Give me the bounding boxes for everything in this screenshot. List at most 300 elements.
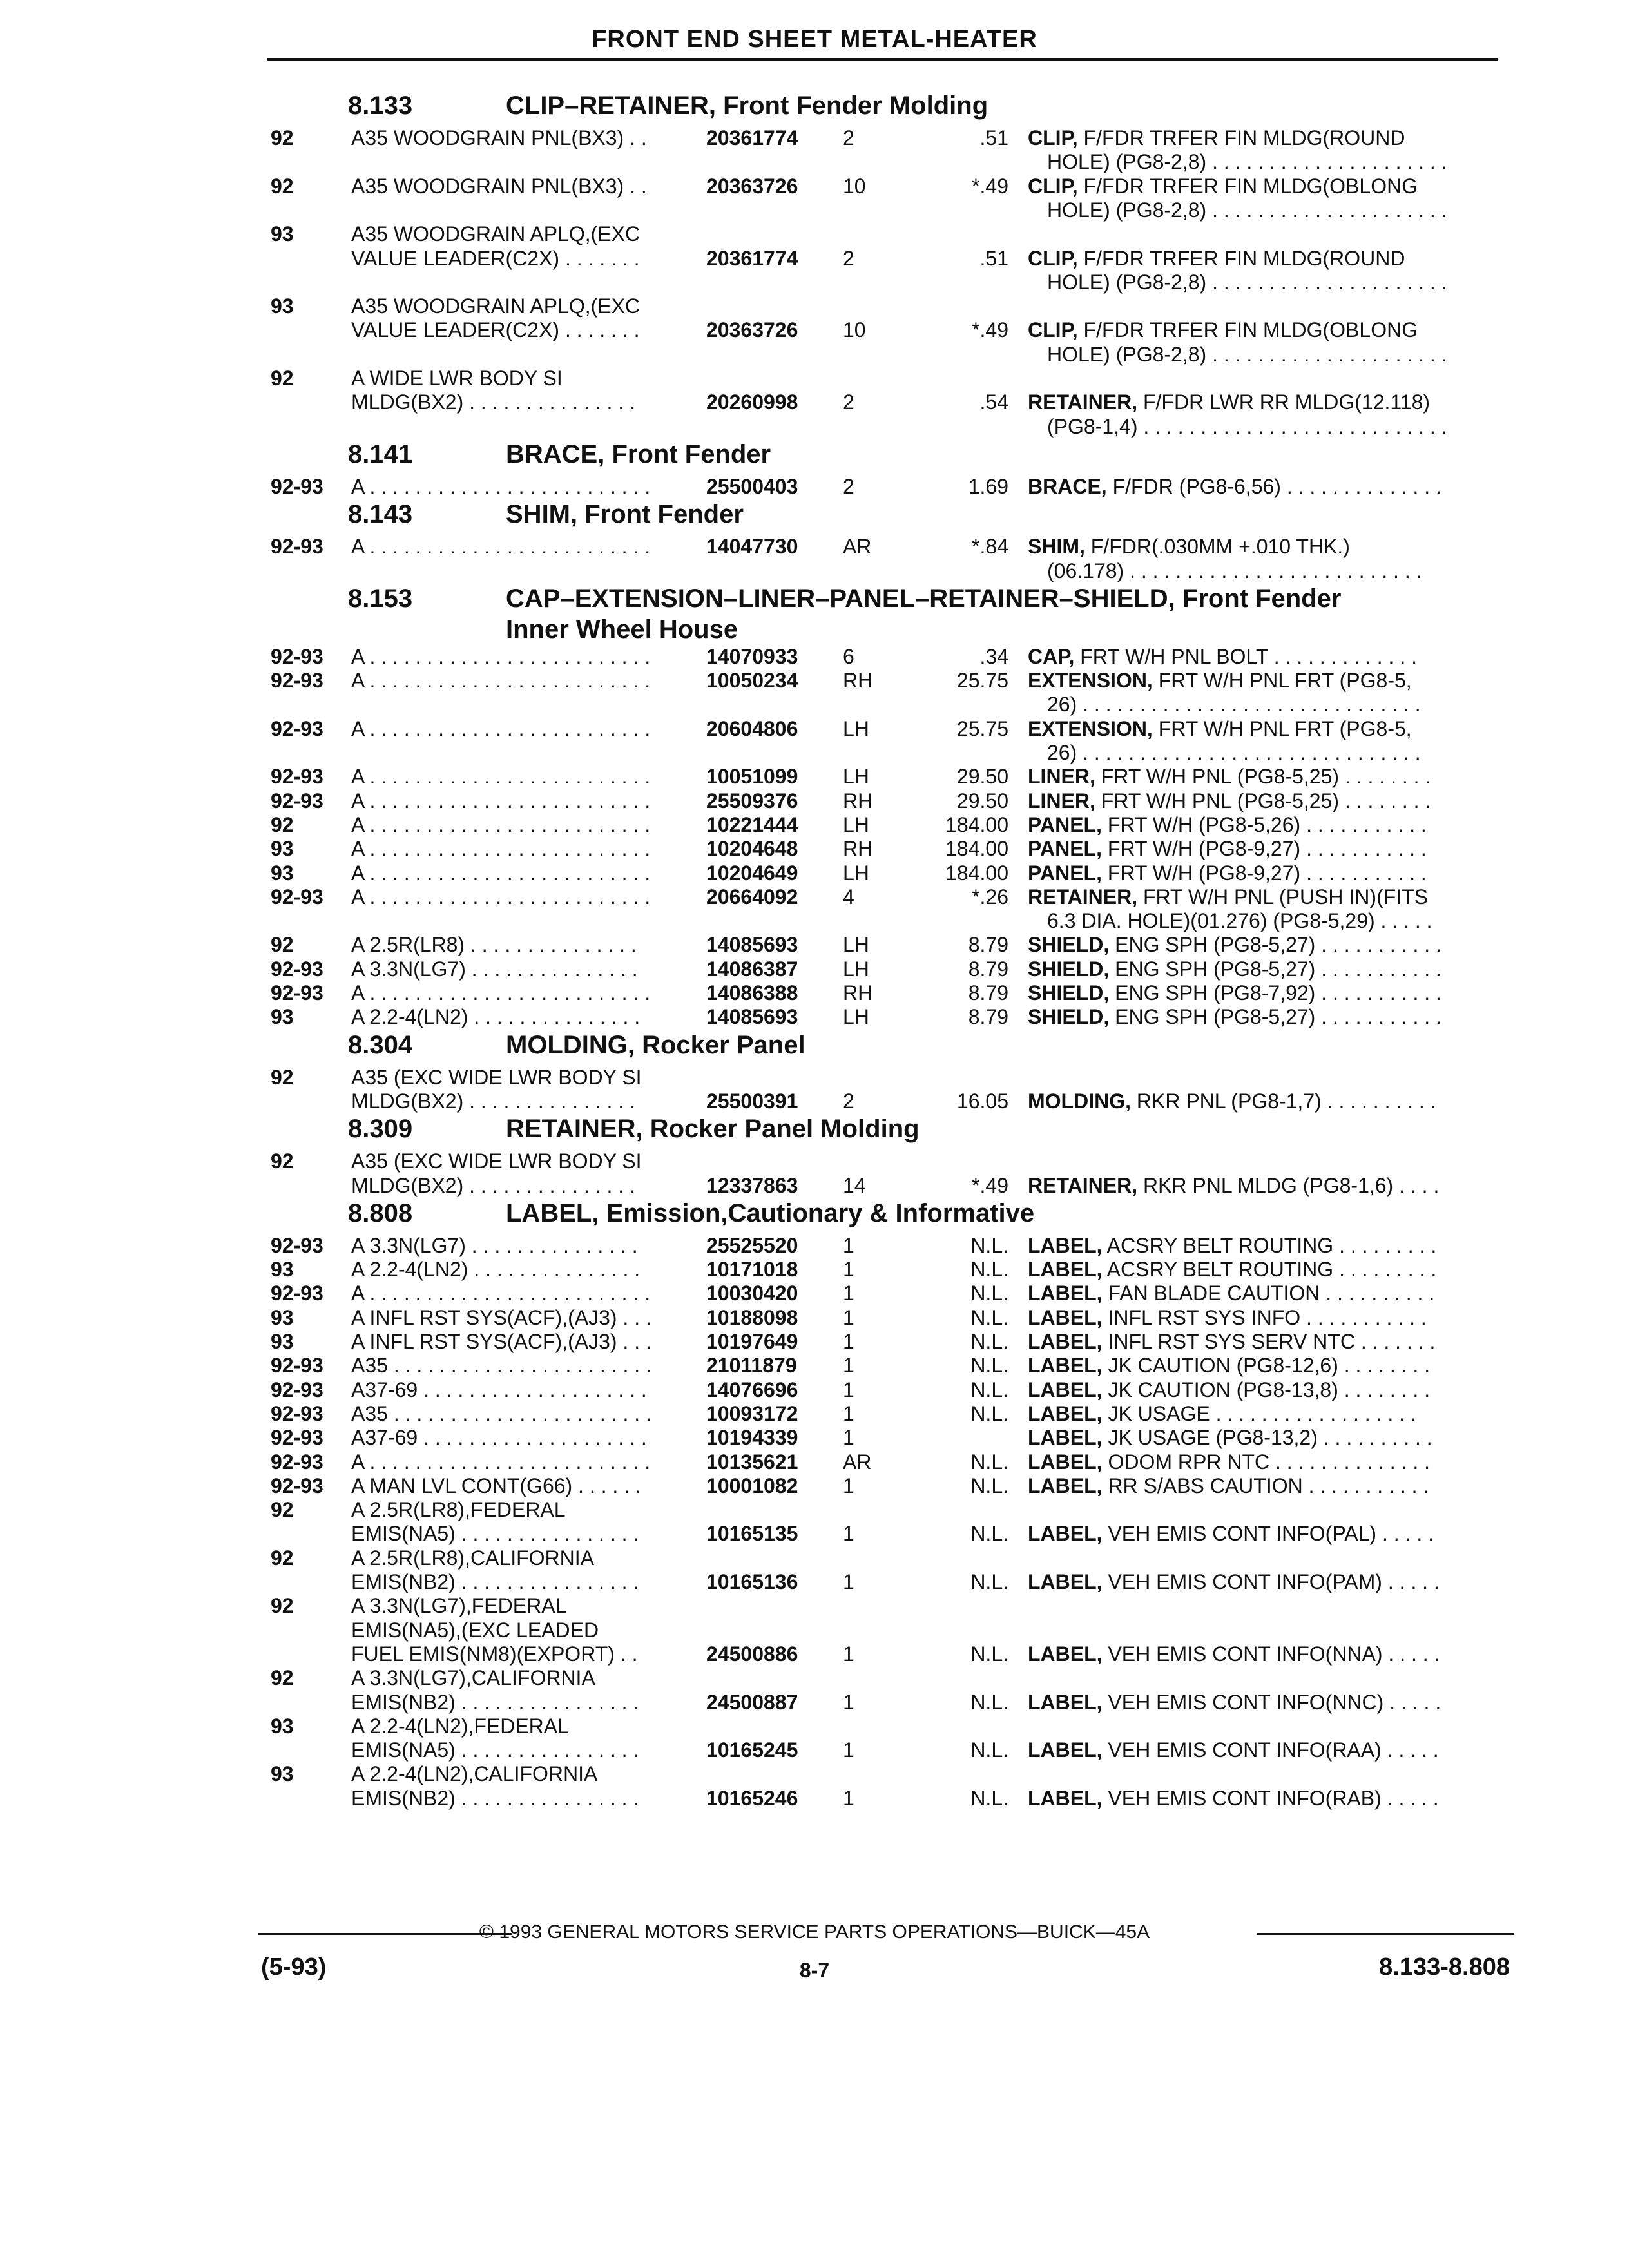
part-description — [1028, 933, 1441, 957]
part-detail: ENG SPH (PG8-5,27) . . . . . . . . . . . — [1109, 957, 1441, 981]
quantity: LH — [843, 716, 869, 740]
part-name: LINER, — [1028, 789, 1095, 812]
price: N.L. — [970, 1258, 1008, 1282]
part-description — [1028, 247, 1405, 271]
usage-description: A . . . . . . . . . . . . . . . . . . . . . . . . . — [351, 981, 651, 1004]
part-number: 14047730 — [706, 535, 798, 559]
usage-description: A 2.5R(LR8),CALIFORNIA — [351, 1546, 594, 1570]
part-name: CAP, — [1028, 644, 1075, 668]
model-year: 93 — [271, 222, 294, 246]
part-description — [1028, 669, 1412, 693]
usage-description: A . . . . . . . . . . . . . . . . . . . . . . . . . — [351, 861, 651, 885]
price: *.49 — [972, 1173, 1008, 1197]
part-name: LABEL, — [1028, 1522, 1103, 1546]
usage-description: A35 (EXC WIDE LWR BODY SI — [351, 1149, 642, 1173]
part-number: 14070933 — [706, 644, 798, 668]
price: *.49 — [972, 174, 1008, 198]
model-year: 92 — [271, 1594, 294, 1618]
part-number: 24500886 — [706, 1642, 798, 1666]
part-name: CLIP, — [1028, 318, 1078, 342]
part-description — [1047, 415, 1447, 439]
part-name: LABEL, — [1028, 1282, 1103, 1305]
part-number: 20363726 — [706, 318, 798, 342]
part-name: LABEL, — [1028, 1690, 1103, 1714]
usage-description: EMIS(NA5) . . . . . . . . . . . . . . . . — [351, 1522, 639, 1546]
price: N.L. — [970, 1378, 1008, 1401]
section-number: 8.153 — [348, 584, 413, 613]
part-name: RETAINER, — [1028, 1173, 1138, 1197]
usage-description: EMIS(NB2) . . . . . . . . . . . . . . . . — [351, 1786, 639, 1810]
usage-description: A35 . . . . . . . . . . . . . . . . . . . . . . . — [351, 1401, 651, 1425]
part-name: EXTENSION, — [1028, 716, 1153, 740]
part-number: 24500887 — [706, 1690, 798, 1714]
price: .51 — [979, 126, 1008, 149]
part-number: 10171018 — [706, 1258, 798, 1282]
usage-description: A INFL RST SYS(ACF),(AJ3) . . . — [351, 1330, 651, 1353]
page-title: FRONT END SHEET METAL-HEATER — [592, 26, 1037, 53]
part-description — [1028, 1354, 1430, 1378]
part-name: LABEL, — [1028, 1354, 1103, 1378]
price: 8.79 — [968, 933, 1008, 957]
price: N.L. — [970, 1522, 1008, 1546]
part-number: 14086388 — [706, 981, 798, 1004]
quantity: 1 — [843, 1305, 854, 1329]
part-description — [1028, 765, 1431, 789]
usage-description: A35 WOODGRAIN PNL(BX3) . . — [351, 174, 647, 198]
model-year: 93 — [271, 1762, 294, 1786]
part-description — [1028, 318, 1418, 342]
usage-description: A MAN LVL CONT(G66) . . . . . . — [351, 1474, 641, 1497]
price: *.84 — [972, 535, 1008, 559]
quantity: 10 — [843, 318, 866, 342]
part-number: 10204648 — [706, 837, 798, 861]
usage-description: A 2.5R(LR8) . . . . . . . . . . . . . . . — [351, 933, 637, 957]
usage-description: A . . . . . . . . . . . . . . . . . . . . . . . . . — [351, 837, 651, 861]
part-detail: VEH EMIS CONT INFO(NNA) . . . . . — [1102, 1642, 1440, 1666]
quantity: RH — [843, 669, 873, 693]
part-number: 10030420 — [706, 1282, 798, 1305]
usage-description: A 3.3N(LG7),CALIFORNIA — [351, 1666, 595, 1690]
usage-description: VALUE LEADER(C2X) . . . . . . . — [351, 318, 640, 342]
section-name: CLIP–RETAINER, Front Fender Molding — [506, 91, 988, 120]
part-name: BRACE, — [1028, 474, 1107, 498]
part-description — [1028, 1691, 1441, 1715]
usage-description: A35 (EXC WIDE LWR BODY SI — [351, 1065, 642, 1089]
usage-description: A35 WOODGRAIN APLQ,(EXC — [351, 294, 641, 318]
model-year: 92-93 — [271, 885, 323, 908]
part-number: 14085693 — [706, 1005, 798, 1029]
model-year: 92 — [271, 1498, 294, 1522]
quantity: 1 — [843, 1330, 854, 1353]
part-number: 25525520 — [706, 1233, 798, 1257]
part-detail: FRT W/H (PG8-9,27) . . . . . . . . . . . — [1101, 837, 1427, 861]
price: 8.79 — [968, 1005, 1008, 1029]
part-description — [1047, 271, 1447, 294]
part-name: LABEL, — [1028, 1450, 1103, 1474]
part-name: LABEL, — [1028, 1401, 1103, 1425]
part-number: 10001082 — [706, 1474, 798, 1497]
part-detail: ENG SPH (PG8-5,27) . . . . . . . . . . . — [1109, 1005, 1441, 1029]
part-number: 10165136 — [706, 1570, 798, 1593]
model-year: 93 — [271, 294, 294, 318]
quantity: 1 — [843, 1690, 854, 1714]
part-detail: FRT W/H PNL FRT (PG8-5, — [1152, 669, 1412, 693]
usage-description: A37-69 . . . . . . . . . . . . . . . . . . . . — [351, 1378, 647, 1401]
usage-description: A35 WOODGRAIN APLQ,(EXC — [351, 222, 641, 246]
usage-description: A35 . . . . . . . . . . . . . . . . . . . . . . . — [351, 1354, 651, 1378]
usage-description: A . . . . . . . . . . . . . . . . . . . . . . . . . — [351, 1450, 651, 1474]
section-number: 8.304 — [348, 1030, 413, 1059]
part-detail: (PG8-1,4) . . . . . . . . . . . . . . . . . . . . . . . . . . . — [1047, 414, 1447, 438]
model-year: 92-93 — [271, 1282, 323, 1305]
section-number: 8.143 — [348, 500, 413, 529]
model-year: 92-93 — [271, 1401, 323, 1425]
part-name: MOLDING, — [1028, 1089, 1131, 1113]
usage-description: A INFL RST SYS(ACF),(AJ3) . . . — [351, 1305, 651, 1329]
part-detail: FRT W/H PNL (PG8-5,25) . . . . . . . . — [1095, 765, 1431, 789]
footer-page-number: 8-7 — [799, 1959, 830, 1982]
quantity: 1 — [843, 1401, 854, 1425]
part-number: 10093172 — [706, 1401, 798, 1425]
part-number: 10165135 — [706, 1522, 798, 1546]
part-name: CLIP, — [1028, 126, 1078, 149]
usage-description: A . . . . . . . . . . . . . . . . . . . . . . . . . — [351, 789, 651, 812]
part-detail: RKR PNL (PG8-1,7) . . . . . . . . . . — [1130, 1089, 1436, 1113]
quantity: 2 — [843, 246, 854, 270]
part-number: 20361774 — [706, 126, 798, 149]
part-detail: JK USAGE . . . . . . . . . . . . . . . . . . — [1102, 1401, 1416, 1425]
model-year: 92 — [271, 174, 294, 198]
model-year: 92-93 — [271, 1354, 323, 1378]
part-description — [1028, 837, 1427, 861]
model-year: 93 — [271, 1714, 294, 1738]
part-detail: FRT W/H PNL BOLT . . . . . . . . . . . . . — [1074, 644, 1417, 668]
part-description — [1028, 1282, 1434, 1305]
part-description — [1047, 150, 1447, 174]
section-number: 8.309 — [348, 1115, 413, 1144]
part-detail: INFL RST SYS SERV NTC . . . . . . . — [1102, 1330, 1436, 1353]
usage-description: EMIS(NA5),(EXC LEADED — [351, 1618, 599, 1642]
part-description — [1047, 693, 1421, 716]
price: N.L. — [970, 1305, 1008, 1329]
part-detail: FRT W/H PNL (PUSH IN)(FITS — [1137, 885, 1429, 908]
usage-description: A 2.2-4(LN2),CALIFORNIA — [351, 1762, 598, 1786]
part-number: 20260998 — [706, 390, 798, 414]
price: N.L. — [970, 1786, 1008, 1810]
part-name: CLIP, — [1028, 246, 1078, 270]
model-year: 93 — [271, 1005, 294, 1029]
usage-description: A 3.3N(LG7),FEDERAL — [351, 1594, 567, 1618]
model-year: 92-93 — [271, 535, 323, 559]
part-number: 20664092 — [706, 885, 798, 908]
price: *.49 — [972, 318, 1008, 342]
part-detail: JK CAUTION (PG8-12,6) . . . . . . . . — [1102, 1354, 1431, 1378]
part-detail: VEH EMIS CONT INFO(NNC) . . . . . — [1102, 1690, 1441, 1714]
section-name: RETAINER, Rocker Panel Molding — [506, 1115, 920, 1144]
usage-description: MLDG(BX2) . . . . . . . . . . . . . . . — [351, 1089, 635, 1113]
part-number: 25509376 — [706, 789, 798, 812]
quantity: 1 — [843, 1738, 854, 1762]
footer-date: (5-93) — [261, 1954, 327, 1981]
quantity: 2 — [843, 1089, 854, 1113]
part-description — [1028, 957, 1441, 981]
model-year: 92 — [271, 367, 294, 390]
quantity: LH — [843, 957, 869, 981]
part-detail: 6.3 DIA. HOLE)(01.276) (PG8-5,29) . . . . . — [1047, 909, 1432, 933]
price: N.L. — [970, 1690, 1008, 1714]
section-name: CAP–EXTENSION–LINER–PANEL–RETAINER–SHIELD, Front Fender — [506, 584, 1342, 613]
quantity: RH — [843, 789, 873, 812]
price: N.L. — [970, 1450, 1008, 1474]
part-description — [1028, 1787, 1439, 1811]
part-description — [1028, 1642, 1440, 1666]
part-name: RETAINER, — [1028, 885, 1138, 908]
usage-description: A . . . . . . . . . . . . . . . . . . . . . . . . . — [351, 669, 651, 693]
price: 8.79 — [968, 981, 1008, 1004]
price: 16.05 — [956, 1089, 1008, 1113]
usage-description: EMIS(NA5) . . . . . . . . . . . . . . . . — [351, 1738, 639, 1762]
quantity: 4 — [843, 885, 854, 908]
part-description — [1028, 813, 1427, 837]
part-description — [1028, 1522, 1434, 1546]
quantity: 1 — [843, 1522, 854, 1546]
part-name: PANEL, — [1028, 837, 1102, 861]
usage-description: MLDG(BX2) . . . . . . . . . . . . . . . — [351, 390, 635, 414]
part-number: 10165245 — [706, 1738, 798, 1762]
part-description — [1028, 1474, 1429, 1498]
part-detail: VEH EMIS CONT INFO(RAA) . . . . . — [1102, 1738, 1439, 1762]
part-description — [1047, 909, 1432, 933]
usage-description: A . . . . . . . . . . . . . . . . . . . . . . . . . — [351, 716, 651, 740]
section-number: 8.808 — [348, 1198, 413, 1227]
part-name: LABEL, — [1028, 1233, 1103, 1257]
part-number: 10188098 — [706, 1305, 798, 1329]
part-detail: F/FDR TRFER FIN MLDG(OBLONG — [1077, 318, 1418, 342]
part-detail: ACSRY BELT ROUTING . . . . . . . . . — [1102, 1233, 1437, 1257]
usage-description: A . . . . . . . . . . . . . . . . . . . . . . . . . — [351, 1282, 651, 1305]
part-detail: F/FDR (PG8-6,56) . . . . . . . . . . . . . . — [1106, 474, 1441, 498]
usage-description: A35 WOODGRAIN PNL(BX3) . . — [351, 126, 647, 149]
part-name: LABEL, — [1028, 1474, 1103, 1497]
part-detail: JK CAUTION (PG8-13,8) . . . . . . . . — [1102, 1378, 1431, 1401]
part-description — [1028, 1378, 1430, 1402]
part-detail: F/FDR(.030MM +.010 THK.) — [1084, 535, 1350, 559]
part-description — [1047, 343, 1447, 367]
part-detail: FRT W/H (PG8-9,27) . . . . . . . . . . . — [1101, 861, 1427, 885]
quantity: 1 — [843, 1258, 854, 1282]
part-name: RETAINER, — [1028, 390, 1138, 414]
usage-description: VALUE LEADER(C2X) . . . . . . . — [351, 246, 640, 270]
part-number: 10165246 — [706, 1786, 798, 1810]
quantity: 1 — [843, 1233, 854, 1257]
price: N.L. — [970, 1474, 1008, 1497]
part-detail: ODOM RPR NTC . . . . . . . . . . . . . . — [1102, 1450, 1431, 1474]
usage-description: A WIDE LWR BODY SI — [351, 367, 563, 390]
part-name: LABEL, — [1028, 1258, 1103, 1282]
part-description — [1028, 885, 1428, 909]
part-description — [1028, 390, 1430, 414]
price: .51 — [979, 246, 1008, 270]
price: .34 — [979, 644, 1008, 668]
part-detail: VEH EMIS CONT INFO(PAL) . . . . . — [1102, 1522, 1434, 1546]
quantity: 2 — [843, 126, 854, 149]
model-year: 92 — [271, 1149, 294, 1173]
footer-section-range: 8.133-8.808 — [1379, 1954, 1510, 1981]
price: 184.00 — [945, 812, 1008, 836]
part-name: LABEL, — [1028, 1738, 1103, 1762]
part-detail: (06.178) . . . . . . . . . . . . . . . . . . . . . . . . . . — [1047, 559, 1422, 582]
usage-description: MLDG(BX2) . . . . . . . . . . . . . . . — [351, 1173, 635, 1197]
part-detail: FRT W/H PNL FRT (PG8-5, — [1152, 716, 1412, 740]
price: 25.75 — [956, 716, 1008, 740]
usage-description: A 2.2-4(LN2) . . . . . . . . . . . . . . . — [351, 1258, 641, 1282]
quantity: RH — [843, 981, 873, 1004]
quantity: 14 — [843, 1173, 866, 1197]
part-name: SHIM, — [1028, 535, 1085, 559]
model-year: 92-93 — [271, 1378, 323, 1401]
part-description — [1028, 1005, 1441, 1029]
part-detail: RR S/ABS CAUTION . . . . . . . . . . . — [1102, 1474, 1429, 1497]
part-name: LABEL, — [1028, 1786, 1103, 1810]
part-description — [1028, 1570, 1440, 1594]
part-description — [1047, 741, 1421, 765]
model-year: 92 — [271, 933, 294, 957]
part-detail: FAN BLADE CAUTION . . . . . . . . . . — [1102, 1282, 1435, 1305]
part-description — [1047, 198, 1447, 222]
part-description — [1028, 1402, 1416, 1426]
usage-description: A 3.3N(LG7) . . . . . . . . . . . . . . . — [351, 957, 638, 981]
part-description — [1028, 1426, 1432, 1450]
part-number: 25500403 — [706, 474, 798, 498]
quantity: 1 — [843, 1282, 854, 1305]
usage-description: A 2.2-4(LN2) . . . . . . . . . . . . . . . — [351, 1005, 641, 1029]
model-year: 92 — [271, 126, 294, 149]
model-year: 92-93 — [271, 765, 323, 789]
part-detail: HOLE) (PG8-2,8) . . . . . . . . . . . . . . . . . . . . . — [1047, 198, 1447, 222]
model-year: 92-93 — [271, 474, 323, 498]
usage-description: A 2.2-4(LN2),FEDERAL — [351, 1714, 569, 1738]
part-detail: RKR PNL MLDG (PG8-1,6) . . . . — [1137, 1173, 1440, 1197]
model-year: 93 — [271, 1305, 294, 1329]
part-name: LABEL, — [1028, 1305, 1103, 1329]
part-description — [1028, 1258, 1436, 1282]
quantity: 1 — [843, 1786, 854, 1810]
price: 1.69 — [968, 474, 1008, 498]
price: N.L. — [970, 1233, 1008, 1257]
part-number: 10135621 — [706, 1450, 798, 1474]
quantity: 1 — [843, 1570, 854, 1593]
part-name: EXTENSION, — [1028, 669, 1153, 693]
quantity: AR — [843, 535, 872, 559]
usage-description: A . . . . . . . . . . . . . . . . . . . . . . . . . — [351, 765, 651, 789]
quantity: RH — [843, 837, 873, 861]
price: N.L. — [970, 1330, 1008, 1353]
part-name: LABEL, — [1028, 1642, 1103, 1666]
section-number: 8.141 — [348, 439, 413, 468]
usage-description: A . . . . . . . . . . . . . . . . . . . . . . . . . — [351, 474, 651, 498]
part-number: 14086387 — [706, 957, 798, 981]
model-year: 92-93 — [271, 1426, 323, 1450]
part-number: 20363726 — [706, 174, 798, 198]
part-description — [1028, 126, 1405, 150]
price: 25.75 — [956, 669, 1008, 693]
price: *.26 — [972, 885, 1008, 908]
part-number: 21011879 — [706, 1354, 797, 1378]
model-year: 93 — [271, 1258, 294, 1282]
quantity: 1 — [843, 1378, 854, 1401]
part-description — [1028, 175, 1418, 198]
part-number: 14076696 — [706, 1378, 798, 1401]
part-description — [1028, 789, 1431, 813]
section-name: LABEL, Emission,Cautionary & Informative — [506, 1198, 1035, 1227]
section-name: Inner Wheel House — [506, 615, 738, 644]
quantity: LH — [843, 765, 869, 789]
part-description — [1028, 981, 1441, 1005]
usage-description: A37-69 . . . . . . . . . . . . . . . . . . . . — [351, 1426, 647, 1450]
price: N.L. — [970, 1282, 1008, 1305]
price: 29.50 — [956, 789, 1008, 812]
part-name: LINER, — [1028, 765, 1095, 789]
model-year: 92 — [271, 1546, 294, 1570]
quantity: 2 — [843, 390, 854, 414]
part-number: 14085693 — [706, 933, 798, 957]
part-name: PANEL, — [1028, 812, 1102, 836]
part-detail: INFL RST SYS INFO . . . . . . . . . . . — [1102, 1305, 1427, 1329]
model-year: 92-93 — [271, 1474, 323, 1497]
part-number: 25500391 — [706, 1089, 798, 1113]
part-number: 10051099 — [706, 765, 798, 789]
part-name: SHIELD, — [1028, 933, 1110, 957]
part-description — [1028, 1330, 1435, 1354]
quantity: 1 — [843, 1354, 854, 1378]
usage-description: A 2.5R(LR8),FEDERAL — [351, 1498, 566, 1522]
part-detail: ENG SPH (PG8-7,92) . . . . . . . . . . . — [1109, 981, 1441, 1004]
part-description — [1028, 1234, 1436, 1258]
part-description — [1028, 475, 1441, 499]
part-detail: VEH EMIS CONT INFO(PAM) . . . . . — [1102, 1570, 1440, 1593]
usage-description: A . . . . . . . . . . . . . . . . . . . . . . . . . — [351, 535, 651, 559]
usage-description: A . . . . . . . . . . . . . . . . . . . . . . . . . — [351, 812, 651, 836]
part-number: 10194339 — [706, 1426, 798, 1450]
part-detail: VEH EMIS CONT INFO(RAB) . . . . . — [1102, 1786, 1439, 1810]
model-year: 92-93 — [271, 981, 323, 1004]
footer-copyright: © 1993 GENERAL MOTORS SERVICE PARTS OPERATIONS—BUICK—45A — [479, 1921, 1150, 1943]
part-description — [1028, 645, 1417, 669]
part-number: 10197649 — [706, 1330, 798, 1353]
price: N.L. — [970, 1642, 1008, 1666]
part-detail: F/FDR LWR RR MLDG(12.118) — [1137, 390, 1431, 414]
part-name: PANEL, — [1028, 861, 1102, 885]
quantity: 1 — [843, 1642, 854, 1666]
section-name: SHIM, Front Fender — [506, 500, 744, 529]
section-name: BRACE, Front Fender — [506, 439, 771, 468]
quantity: LH — [843, 933, 869, 957]
part-number: 20604806 — [706, 716, 798, 740]
part-number: 10221444 — [706, 812, 798, 836]
usage-description: A 3.3N(LG7) . . . . . . . . . . . . . . . — [351, 1233, 638, 1257]
usage-description: A . . . . . . . . . . . . . . . . . . . . . . . . . — [351, 644, 651, 668]
part-description — [1047, 559, 1422, 583]
usage-description: A . . . . . . . . . . . . . . . . . . . . . . . . . — [351, 885, 651, 908]
price: N.L. — [970, 1570, 1008, 1593]
quantity: 6 — [843, 644, 854, 668]
part-detail: HOLE) (PG8-2,8) . . . . . . . . . . . . . . . . . . . . . — [1047, 270, 1447, 294]
model-year: 92-93 — [271, 957, 323, 981]
quantity: 2 — [843, 474, 854, 498]
part-name: SHIELD, — [1028, 1005, 1110, 1029]
section-number: 8.133 — [348, 91, 413, 120]
part-detail: 26) . . . . . . . . . . . . . . . . . . . . . . . . . . . . . . — [1047, 741, 1421, 764]
